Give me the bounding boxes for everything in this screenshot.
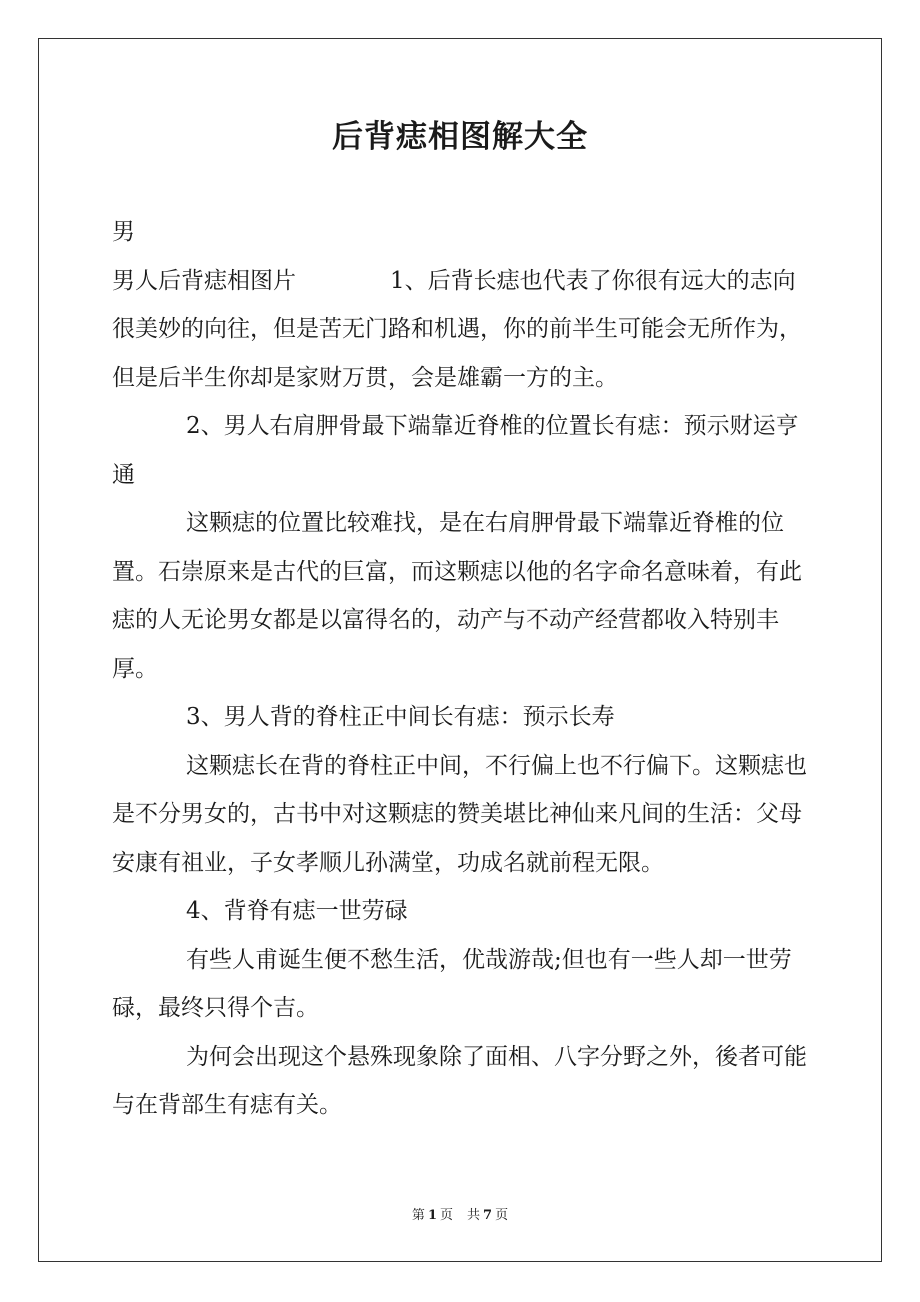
current-page-number: 1	[427, 1208, 437, 1223]
document-body	[112, 208, 812, 1130]
paragraph: 这颗痣长在背的脊柱正中间，不行偏上也不行偏下。这颗痣也是不分男女的，古书中对这颗痣的赞美堪比神仙来凡间的生活：父母安康有祖业，子女孝顺儿孙满堂，功成名就前程无限。	[112, 752, 807, 876]
paragraph: 3、男人背的脊柱正中间长有痣：预示长寿	[186, 704, 615, 730]
paragraph: 有些人甫诞生便不愁生活，优哉游哉;但也有一些人却一世劳碌，最终只得个吉。	[112, 946, 792, 1021]
intro-text: 1、后背长痣也代表了你很有远大的志向很美妙的向往，但是苦无门路和机遇，你的前半生可能会无所作为，但是后半生你却是家财万贯，会是雄霸一方的主。	[112, 267, 802, 391]
intro-caption: 男人后背痣相图片	[112, 267, 296, 294]
intro-paragraph	[112, 257, 812, 403]
gender-heading: 男	[112, 219, 135, 245]
paragraph: 为何会出现这个悬殊现象除了面相、八字分野之外，後者可能与在背部生有痣有关。	[112, 1043, 807, 1118]
page-footer: 第 1 页 共 7 页	[411, 1208, 509, 1223]
paragraph: 这颗痣的位置比较难找，是在右肩胛骨最下端靠近脊椎的位置。石崇原来是古代的巨富，而这颗痣以他的名字命名意味着，有此痣的人无论男女都是以富得名的，动产与不动产经营都收入特别丰厚。	[112, 510, 802, 682]
document-title: 后背痣相图解大全	[332, 119, 588, 155]
paragraph: 2、男人右肩胛骨最下端靠近脊椎的位置长有痣：预示财运亨通	[112, 413, 799, 488]
paragraph: 4、背脊有痣一世劳碌	[186, 898, 408, 924]
total-page-number: 7	[483, 1208, 493, 1223]
